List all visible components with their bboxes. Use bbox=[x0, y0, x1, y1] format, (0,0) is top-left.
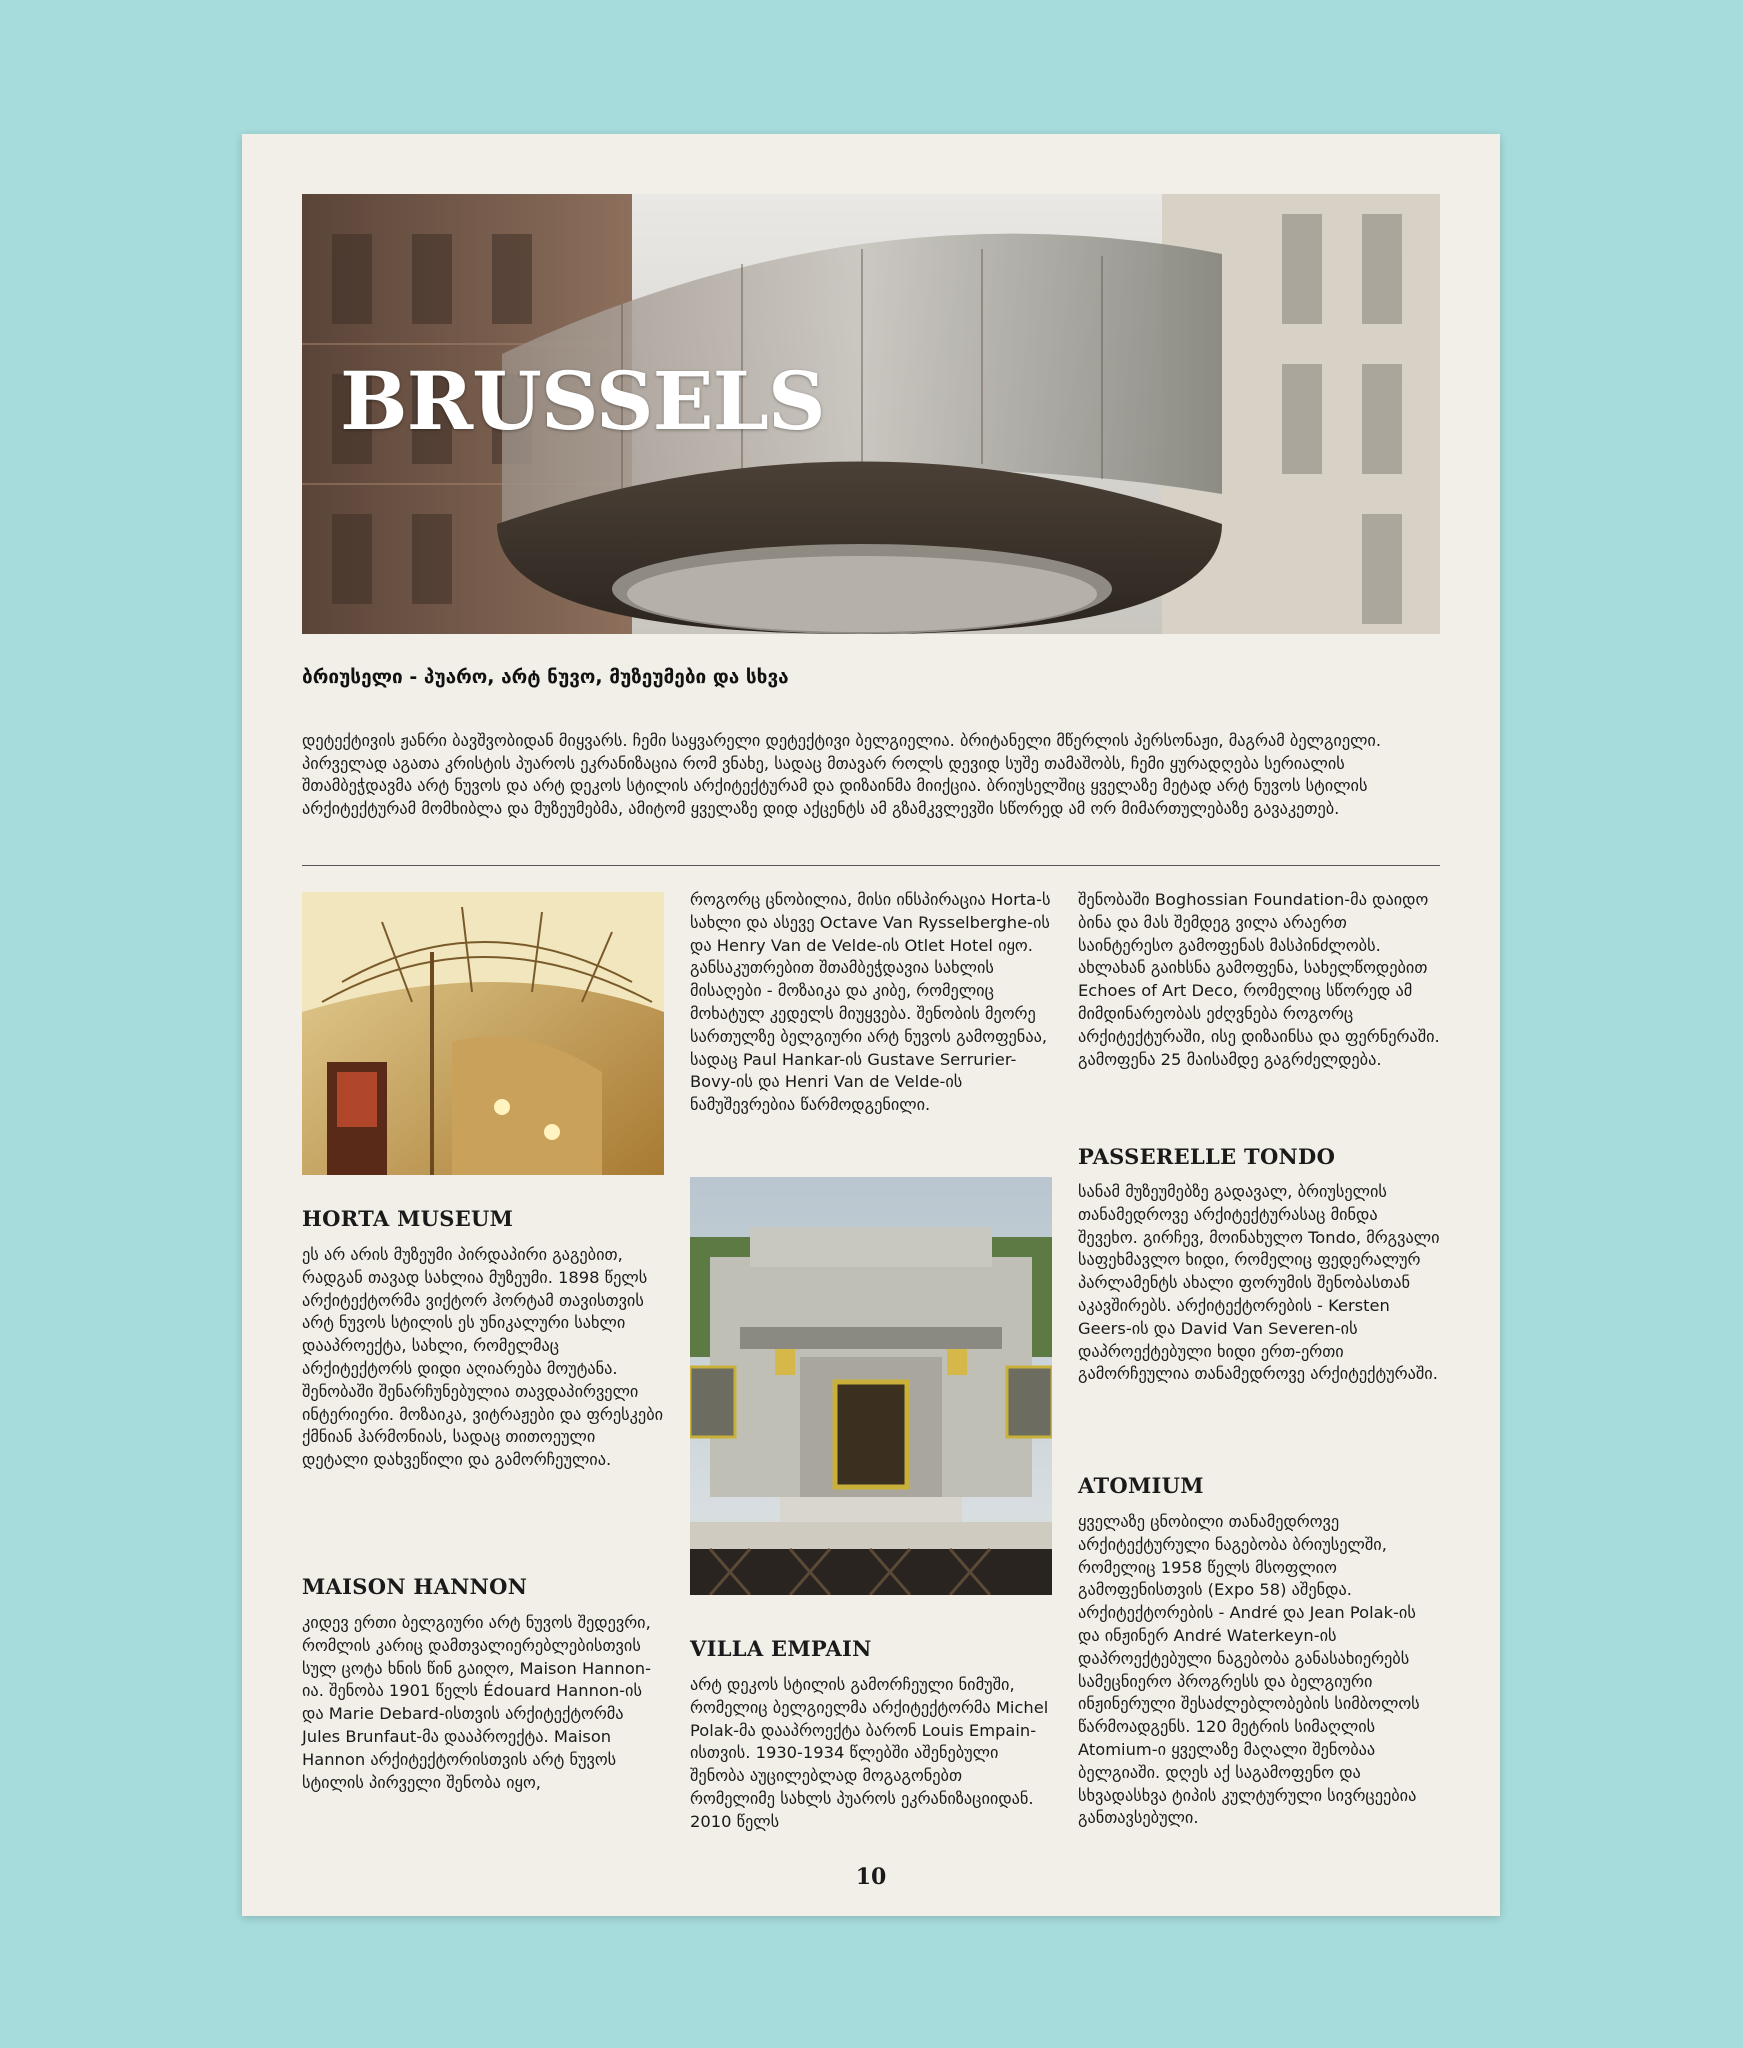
passerelle-tondo-text: სანამ მუზეუმებზე გადავალ, ბრიუსელის თანამედროვე არქიტექტურასაც მინდა შევეხო. გირჩევ, მოინახულო Tondo, მრგვალი საფეხმავლო ხიდი, რომელიც ფედერალურ პარლამენტს ახალი ფორუმის შენობასთან აკავშირებს. არქიტექტორების - Kersten Geers-ის და David Van Severen-ის დაპროექტებული ხიდი ერთ-ერთი გამორჩეულია თანამედროვე არქიტექტურაში. bbox=[1078, 1182, 1440, 1384]
atomium-heading: ATOMIUM bbox=[1078, 1473, 1204, 1498]
maison-hannon-heading: MAISON HANNON bbox=[302, 1574, 528, 1599]
horta-interior-photo bbox=[302, 892, 664, 1175]
col2-continued-text: როგორც ცნობილია, მისი ინსპირაცია Horta-ს სახლი და ასევე Octave Van Rysselberghe-ის და Henry Van de Velde-ის Otlet Hotel იყო. განსაკუთრებით შთამბეჭდავია სახლის მისაღები - მოზაიკა და კიბე, რომელიც მოხატულ კედელს მიუყვება. შენობის მეორე სართულზე ბელგიური არტ ნუვოს გამოფენაა, სადაც Paul Hankar-ის Gustave Serrurier-Bovy-ის და Henri Van de Velde-ის ნამუშევრებია წარმოდგენილი. bbox=[690, 890, 1051, 1115]
article-subtitle: ბრიუსელი - პუარო, არტ ნუვო, მუზეუმები და სხვა bbox=[302, 666, 789, 688]
col3-continued-text: შენობაში Boghossian Foundation-მა დაიდო ბინა და მას შემდეგ ვილა არაერთ საინტერესო გამოფენას მასპინძლობს. ახლახან გაიხსნა გამოფენა, სახელწოდებით Echoes of Art Deco, რომელიც სწორედ ამ მიმდინარეობას ეძღვნება როგორც არქიტექტურაში, ისე დიზაინსა და ფერნერაში. გამოფენა 25 მაისამდე გაგრძელდება. bbox=[1078, 890, 1440, 1069]
article-intro: დეტექტივის ჟანრი ბავშვობიდან მიყვარს. ჩემი საყვარელი დეტექტივი ბელგიელია. ბრიტანელი მწერლის პერსონაჟი, მაგრამ ბელგიელი. პირველად აგათა კრისტის პუაროს ეკრანიზაცია რომ ვნახე, სადაც მთავარ როლს დევიდ სუშე თამაშობს, ჩემი ყურადღება სერიალის შთამბეჭდავმა არტ ნუვოს და არტ დეკოს სტილის არქიტექტურამ და დიზაინმა მიიქცია. ბრიუსელშიც ყველაზე მეტად არტ ნუვოს სტილის არქიტექტურამ მომხიბლა და მუზეუმებმა, ამიტომ ყველაზე დიდ აქცენტს ამ გზამკვლევში სწორედ ამ ორ მიმართულებაზე გავაკეთებ. bbox=[302, 731, 1382, 818]
villa-empain-heading: VILLA EMPAIN bbox=[690, 1636, 872, 1661]
villa-empain-text: არტ დეკოს სტილის გამორჩეული ნიმუში, რომელიც ბელგიელმა არქიტექტორმა Michel Polak-მა დააპროექტა ბარონ Louis Empain-ისთვის. 1930-1934 წლებში აშენებული შენობა აუცილებლად მოგაგონებთ რომელიმე სახლს პუაროს ეკრანიზაციიდან. 2010 წელს bbox=[690, 1675, 1049, 1831]
divider bbox=[302, 865, 1440, 866]
page-number: 10 bbox=[855, 1864, 887, 1890]
villa-empain-illustration bbox=[690, 1177, 1052, 1595]
horta-interior-illustration bbox=[302, 892, 664, 1175]
passerelle-tondo-heading: PASSERELLE TONDO bbox=[1078, 1144, 1336, 1169]
horta-museum-text: ეს არ არის მუზეუმი პირდაპირი გაგებით, რადგან თავად სახლია მუზეუმი. 1898 წელს არქიტექტორმა ვიქტორ ჰორტამ თავისთვის არტ ნუვოს სტილის ეს უნიკალური სახლი დააპროექტა, სახლი, რომელმაც არქიტექტორს დიდი აღიარება მოუტანა. შენობაში შენარჩუნებულია თავდაპირველი ინტერიერი. მოზაიკა, ვიტრაჟები და ფრესკები ქმნიან ჰარმონიას, სადაც თითოეული დეტალი დახვეწილი და გამორჩეულია. bbox=[302, 1245, 664, 1470]
atomium-text: ყველაზე ცნობილი თანამედროვე არქიტექტურული ნაგებობა ბრიუსელში, რომელიც 1958 წელს მსოფლიო გამოფენისთვის (Expo 58) აშენდა. არქიტექტორების - André და Jean Polak-ის და ინჟინერ André Waterkeyn-ის დაპროექტებული ნაგებობა განასახიერებს სამეცნიერო პროგრესს და ბელგიური ინჟინერული შესაძლებლობების სიმბოლოს წარმოადგენს. 120 მეტრის სიმაღლის Atomium-ი ყველაზე მაღალი შენობაა ბელგიაში. დღეს აქ საგამოფენო და სხვადასხვა ტიპის კულტურული სივრცეებია განთავსებული. bbox=[1078, 1512, 1420, 1828]
magazine-page bbox=[242, 134, 1500, 1916]
maison-hannon-text: კიდევ ერთი ბელგიური არტ ნუვოს შედევრი, რომლის კარიც დამთვალიერებლებისთვის სულ ცოტა ხნის წინ გაიღო, Maison Hannon-ია. შენობა 1901 წელს Édouard Hannon-ის და Marie Debard-ისთვის არქიტექტორმა Jules Brunfaut-მა დააპროექტა. Maison Hannon არქიტექტორისთვის არტ ნუვოს სტილის პირველი შენობა იყო, bbox=[302, 1613, 651, 1792]
villa-empain-photo bbox=[690, 1177, 1052, 1595]
hero-photo-brussels bbox=[302, 194, 1440, 634]
horta-museum-heading: HORTA MUSEUM bbox=[302, 1206, 514, 1231]
hero-title: BRUSSELS bbox=[340, 354, 825, 448]
